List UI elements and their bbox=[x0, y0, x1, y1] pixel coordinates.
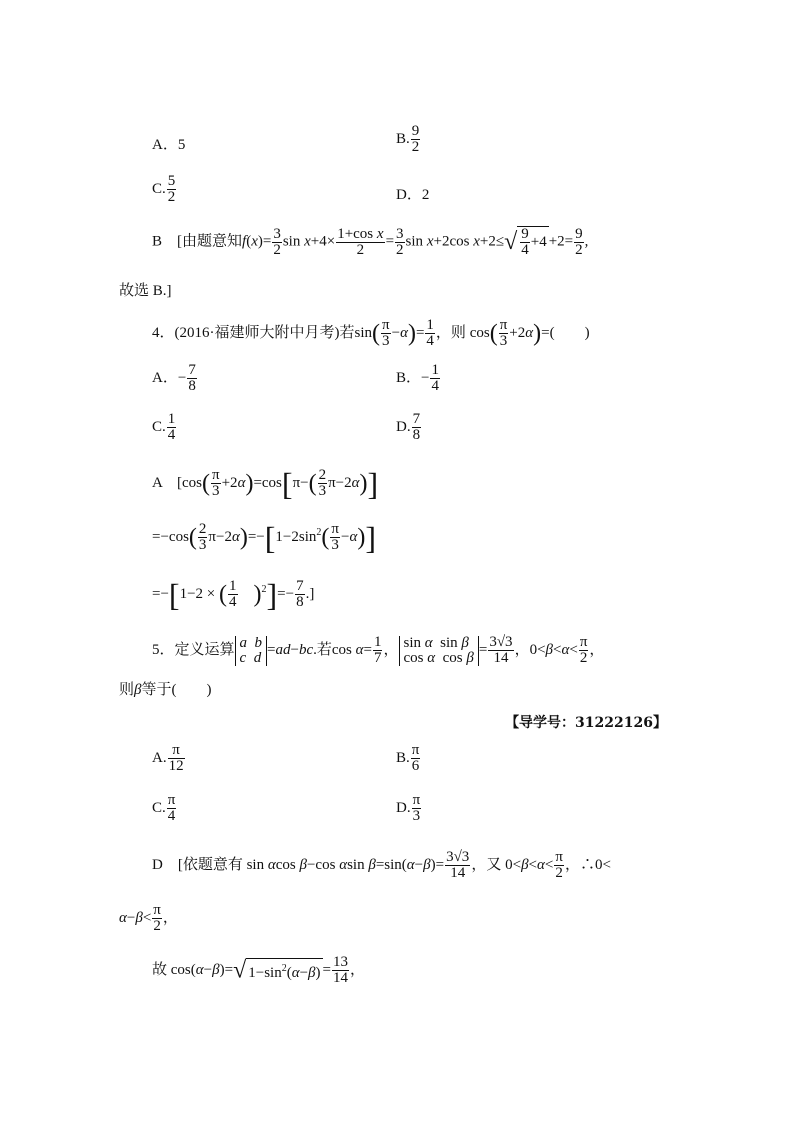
document-number: 【导学号：31222126】 bbox=[505, 715, 667, 731]
q5-stem-tail: 等于( ) bbox=[141, 682, 212, 698]
q5-answer-lead: D [依题意有 bbox=[152, 856, 243, 873]
q5-option-a bbox=[152, 743, 186, 774]
q3-option-c bbox=[152, 174, 177, 205]
q3-option-b-fraction: $\frac{9}{2}$ bbox=[411, 123, 420, 155]
q4-stem-prefix: 4．(2016·福建师大附中月考)若 bbox=[152, 324, 355, 341]
q5-answer-hence: 故 bbox=[152, 961, 168, 978]
q5-answer-also: 又 bbox=[486, 856, 502, 873]
q3-option-d bbox=[396, 185, 429, 205]
q5-option-d bbox=[396, 793, 422, 824]
q3-answer-end bbox=[119, 281, 172, 301]
q3-option-c-fraction: $\frac{5}{2}$ bbox=[167, 173, 176, 205]
q5-option-b bbox=[396, 743, 421, 774]
q4-answer-line-2: =−cos( $\frac{2}{3}$ $\pi-2\alpha)=-[1-2\sin^2$( $\frac{\pi}{3}$ −α)] bbox=[152, 519, 376, 556]
q4-option-a: A．− $\frac{7}{8}$ bbox=[152, 362, 196, 394]
q5-stem-end: 则β等于( ) bbox=[119, 682, 212, 698]
q4-answer-lead: A [ bbox=[152, 474, 183, 491]
q5-stem-then: 则 bbox=[119, 682, 135, 698]
q5-option-c-fraction: $\frac{\pi}{4}$ bbox=[167, 792, 176, 824]
q5-stem-prefix: 5．定义运算 bbox=[152, 641, 235, 658]
q3-option-b-label: B. bbox=[396, 130, 410, 147]
q4-option-a-label: A． bbox=[152, 369, 178, 386]
q4-option-b: B．− $\frac{1}{4}$ bbox=[396, 362, 439, 394]
q4-option-d bbox=[396, 412, 422, 443]
q4-stem: 4．(2016·福建师大附中月考)若sin( $\frac{\pi}{3}$ −α)= $\frac{1}{4}$ ，则 cos( $\frac{\pi}{3}$ +2α)=( ) bbox=[152, 317, 590, 349]
q5-answer-line-2: α−β< $\frac{\pi}{2}$ ， bbox=[119, 902, 178, 934]
q4-option-c-fraction: $\frac{1}{4}$ bbox=[167, 411, 176, 443]
q5-stem: 5．定义运算 a b c d =ad−bc.若cos α= $\frac{1}{7}$ ， sin α sin β cos α cos β = $\frac{3√3}{14}$ ，0<β<α< $\frac{\pi}{2}$ ， bbox=[152, 634, 605, 666]
q4-stem-blank: =( ) bbox=[541, 324, 590, 341]
q5-answer-therefore: ∴ bbox=[579, 856, 595, 873]
q4-option-b-fraction: $\frac{1}{4}$ bbox=[431, 362, 439, 394]
q4-option-c bbox=[152, 412, 177, 443]
q4-answer-line-3: =−[1−2 × ( $\frac{1}{4}$ )$^2$]=− $\frac{7}{8}$ .] bbox=[152, 576, 315, 613]
q5-option-d-fraction: $\frac{\pi}{3}$ bbox=[412, 792, 421, 824]
q3-option-a-text: A．5 bbox=[152, 137, 186, 153]
q3-option-d-text: D．2 bbox=[396, 187, 430, 203]
q4-option-c-label: C. bbox=[152, 418, 166, 435]
q4-option-b-label: B． bbox=[396, 369, 422, 386]
q3-answer-tail: 故选 B.] bbox=[119, 283, 172, 299]
q5-stem-mid: 若 bbox=[316, 641, 332, 658]
q4-option-d-label: D. bbox=[396, 418, 411, 435]
q4-answer-line-1: A [cos( $\frac{\pi}{3}$ +2α)=cos[π−( $\frac{2}{3}$ π−2α)] bbox=[152, 465, 379, 502]
q5-option-c bbox=[152, 793, 177, 824]
q4-option-a-fraction: $\frac{7}{8}$ bbox=[188, 362, 196, 394]
q3-answer-lead: B [由题意知 bbox=[152, 233, 243, 250]
q5-option-d-label: D. bbox=[396, 799, 411, 816]
q5-option-c-label: C. bbox=[152, 799, 166, 816]
q3-option-a bbox=[152, 135, 185, 155]
q5-option-b-label: B. bbox=[396, 749, 410, 766]
q4-option-d-fraction: $\frac{7}{8}$ bbox=[412, 411, 421, 443]
q5-option-a-label: A. bbox=[152, 749, 167, 766]
q5-answer-line-3: 故 cos(α−β)=√ $1-\sin^2(\alpha-\beta)$ = $\frac{13}{14}$ ， bbox=[152, 954, 366, 986]
q3-answer: B [由题意知f(x)= $\frac{3}{2}$ sin x+4× $\frac{\text{1+cos x}}{2}$ = $\frac{3}{2}$ sin x+2cos x+2≤√ $\frac{9}{4}$ +4 +2= $\frac{9}{2}$ , bbox=[152, 225, 589, 258]
q4-stem-then: 则 bbox=[450, 324, 466, 341]
q5-option-a-fraction: $\frac{\pi}{12}$ bbox=[168, 742, 184, 774]
q3-option-c-label: C. bbox=[152, 180, 166, 197]
q5-answer-line-1: D [依题意有 sin αcos β−cos αsin β=sin(α−β)= $\frac{3√3}{14}$ ，又 0<β<α< $\frac{\pi}{2}$ ，∴0< bbox=[152, 849, 611, 881]
q3-option-b bbox=[396, 124, 421, 155]
q5-option-b-fraction: $\frac{\pi}{6}$ bbox=[411, 742, 420, 774]
